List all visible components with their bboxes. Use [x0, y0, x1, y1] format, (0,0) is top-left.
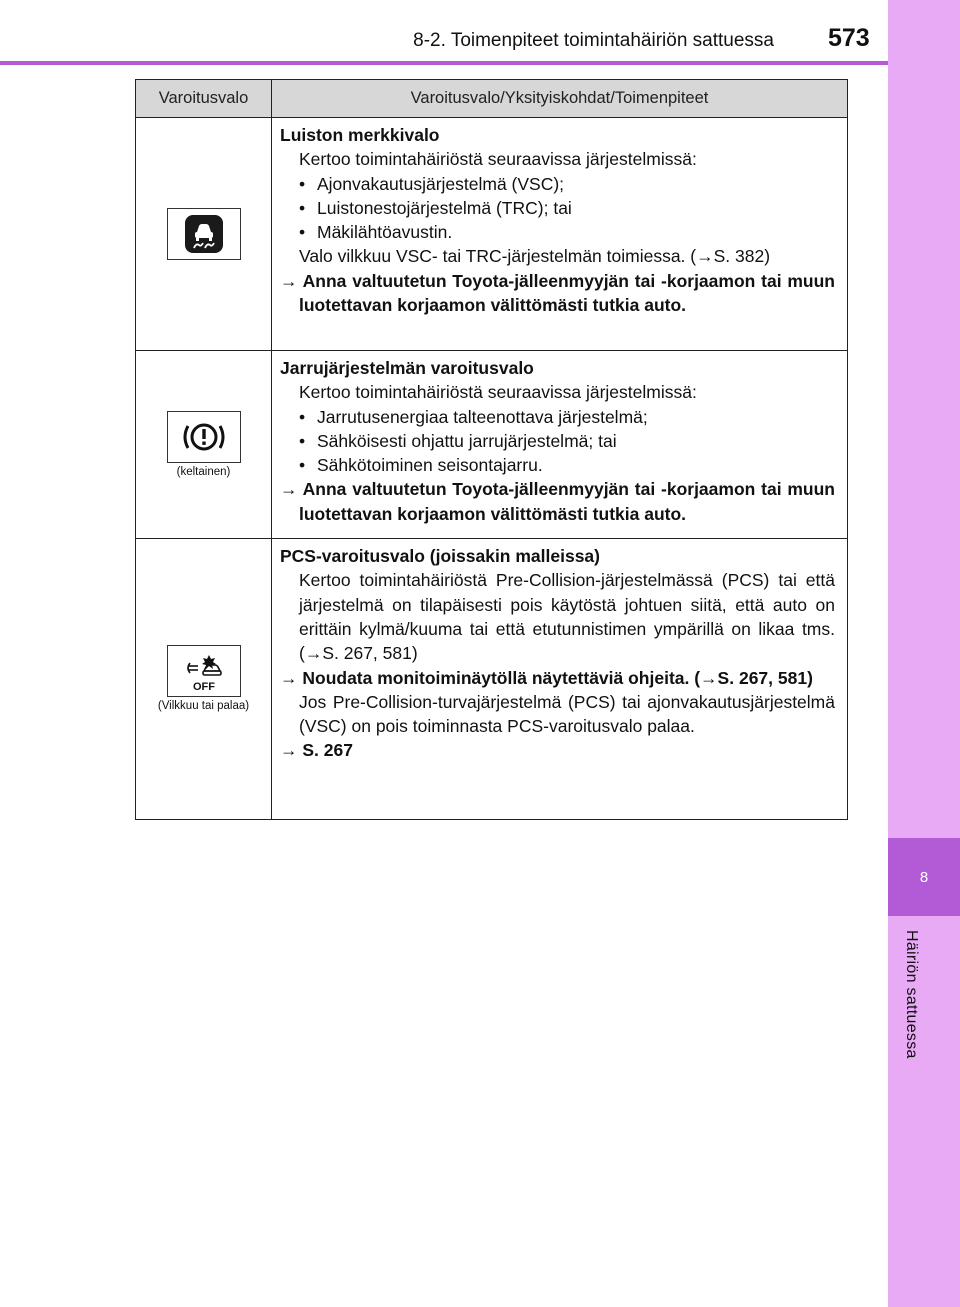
header-rule: [0, 61, 888, 65]
row-note: Valo vilkkuu VSC- tai TRC-järjestelmän toimiessa. (→S. 382): [299, 246, 771, 267]
row-title: Jarrujärjestelmän varoitusvalo: [280, 358, 534, 378]
list-item: • Mäkilähtöavustin.: [299, 222, 453, 243]
icon-cell: [136, 118, 272, 351]
row-title: Luiston merkkivalo: [280, 125, 440, 145]
table-row: [136, 118, 848, 351]
section-title: 8-2. Toimenpiteet toimintahäiriön sattuessa: [413, 30, 774, 51]
brake-warning-frame: [167, 411, 241, 463]
icon-caption: (keltainen): [176, 465, 231, 478]
list-item: • Luistonestojärjestelmä (TRC); tai: [299, 197, 572, 218]
row-intro: Kertoo toimintahäiriöstä Pre-Collision-järjestelmässä (PCS) tai että järjestelmä on tilapäisesti pois käytöstä johtuen siitä, että auto on erittäin kylmä/kuuma tai että etutunnistimen ympärillä on likaa tms. (→S. 267, 581): [299, 570, 835, 664]
row-intro: Kertoo toimintahäiriöstä seuraavissa järjestelmissä:: [299, 382, 697, 403]
pcs-off-icon-label: OFF: [192, 681, 215, 694]
chapter-title-label: Häiriön sattuessa: [903, 930, 920, 1059]
side-tab-strip: [888, 0, 960, 1307]
warning-light-table: [135, 79, 848, 820]
icon-caption: (Vilkkuu tai palaa): [157, 700, 250, 713]
row-action: → Anna valtuutetun Toyota-jälleenmyyjän tai -korjaamon tai muun luotettavan korjaamon välittömästi tutkia auto.: [280, 270, 835, 316]
slip-indicator-frame: [167, 208, 241, 260]
details-cell: [272, 351, 848, 539]
brake-warning-icon: [179, 417, 229, 457]
page-number: 573: [828, 24, 870, 52]
pcs-off-frame: [167, 645, 241, 697]
table-row: [136, 539, 848, 820]
details-cell: [272, 118, 848, 351]
column-header-details: Varoitusvalo/Yksityiskohdat/Toimenpiteet: [272, 80, 848, 118]
column-header-warning-light: Varoitusvalo: [136, 80, 272, 118]
details-cell: [272, 539, 848, 820]
row-intro: Kertoo toimintahäiriöstä seuraavissa järjestelmissä:: [299, 149, 697, 170]
row-action-reference: → S. 267: [280, 740, 353, 761]
row-action: → Anna valtuutetun Toyota-jälleenmyyjän tai -korjaamon tai muun luotettavan korjaamon välittömästi tutkia auto.: [280, 479, 835, 524]
row-note: Jos Pre-Collision-turvajärjestelmä (PCS) tai ajonvakautusjärjestelmä (VSC) on pois toiminnasta PCS-varoitusvalo palaa.: [299, 691, 835, 737]
list-item: • Jarrutusenergiaa talteenottava järjestelmä;: [299, 406, 648, 427]
slip-indicator-icon: [184, 214, 224, 254]
list-item: • Sähkötoiminen seisontajarru.: [299, 455, 543, 476]
pcs-off-icon: [182, 649, 226, 693]
row-title: PCS-varoitusvalo (joissakin malleissa): [280, 546, 600, 567]
row-action: → Noudata monitoiminäytöllä näytettäviä ohjeita. (→S. 267, 581): [280, 667, 813, 688]
table-row: [136, 351, 848, 539]
list-item: • Sähköisesti ohjattu jarrujärjestelmä; tai: [299, 430, 617, 451]
icon-cell: [136, 351, 272, 539]
icon-cell: [136, 539, 272, 820]
list-item: • Ajonvakautusjärjestelmä (VSC);: [299, 173, 565, 194]
table-header-row: [136, 80, 848, 118]
chapter-number-tab[interactable]: 8: [888, 838, 960, 916]
